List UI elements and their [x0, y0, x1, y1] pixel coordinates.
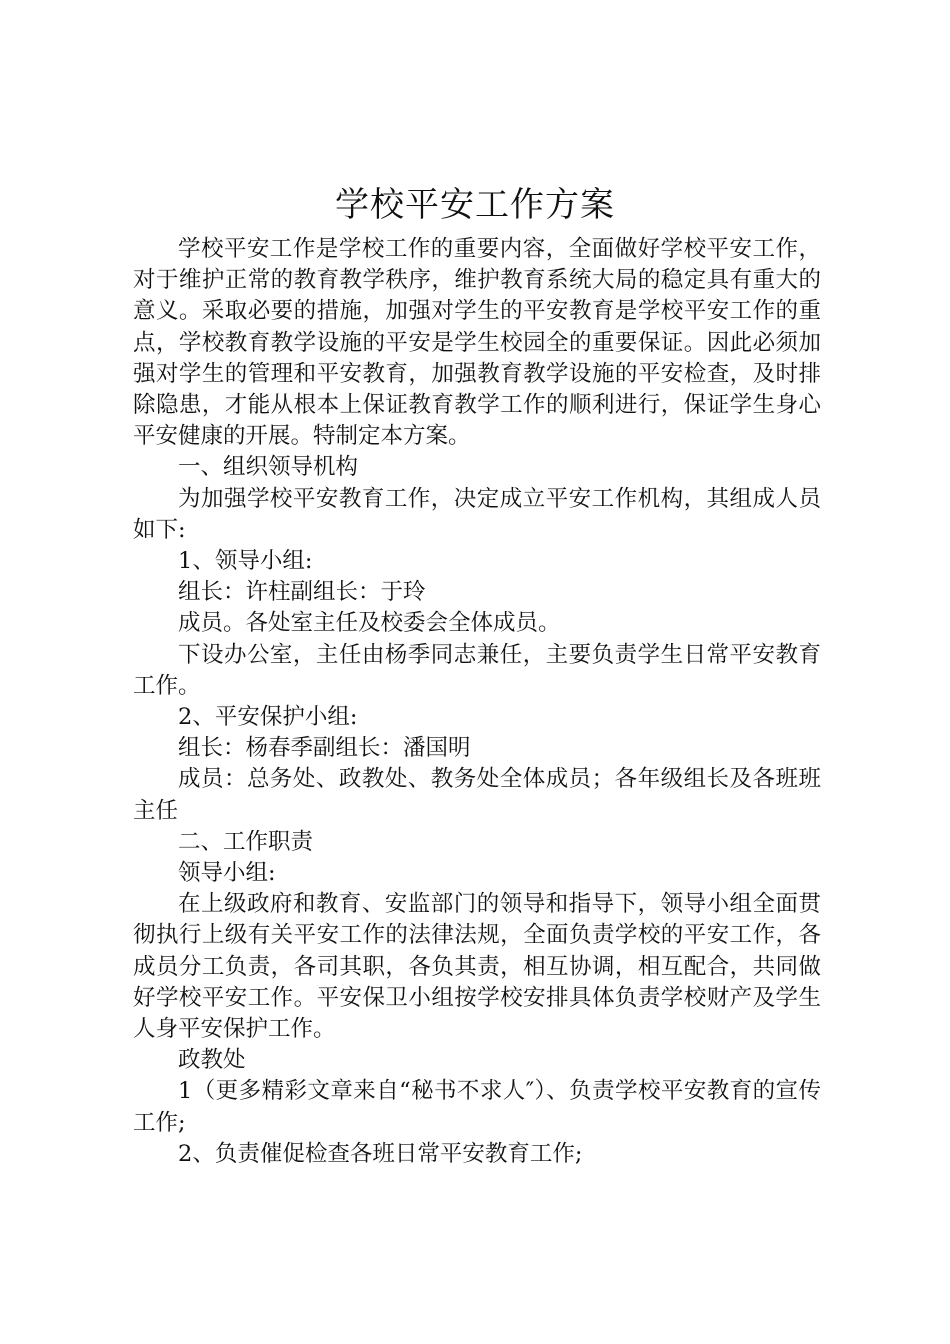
paragraph-leaders: 组长：许柱副组长：于玲 [178, 579, 426, 606]
document-title: 学校平安工作方案 [335, 185, 615, 225]
subheading-leadership-duties: 领导小组: [178, 860, 276, 887]
heading-organization: 一、组织领导机构 [178, 454, 359, 481]
paragraph-office: 下设办公室，主任由杨季同志兼任，主要负责学生日常平安教育工作。 [133, 641, 821, 699]
paragraph-members: 成员。各处室主任及校委会全体成员。 [178, 610, 561, 637]
subheading-political-office: 政教处 [178, 1047, 246, 1074]
paragraph-duty-1: 1（更多精彩文章来自“秘书不求人″）、负责学校平安教育的宣传工作; [133, 1078, 821, 1136]
paragraph-intro: 学校平安工作是学校工作的重要内容，全面做好学校平安工作，对于维护正常的教育教学秩序，维护教育系统大局的稳定具有重大的意义。采取必要的措施，加强对学生的平安教育是学校平安工作的重点，学校教育教学设施的平安是学生校园全的重要保证。因此必须加强对学生的管理和平安教育，加强教育教学设施的平安检查，及时排除隐患，才能从根本上保证教育教学工作的顺利进行，保证学生身心平安健康的开展。特制定本方案。 [133, 236, 821, 450]
subheading-leadership-group: 1、领导小组: [178, 548, 313, 575]
document-body [133, 234, 821, 1170]
paragraph-duty-2: 2、负责催促检查各班日常平安教育工作; [178, 1140, 583, 1167]
heading-duties: 二、工作职责 [178, 828, 314, 855]
paragraph-organization: 为加强学校平安教育工作，决定成立平安工作机构，其组成人员如下: [133, 485, 821, 543]
paragraph-safety-members: 成员：总务处、政教处、教务处全体成员；各年级组长及各班班主任 [133, 766, 821, 824]
paragraph-leadership-duties: 在上级政府和教育、安监部门的领导和指导下，领导小组全面贯彻执行上级有关平安工作的法律法规，全面负责学校的平安工作，各成员分工负责，各司其职，各负其责，相互协调，相互配合，共同做好学校平安工作。平安保卫小组按学校安排具体负责学校财产及学生人身平安保护工作。 [133, 891, 821, 1043]
paragraph-safety-leaders: 组长：杨春季副组长：潘国明 [178, 735, 471, 762]
subheading-safety-group: 2、平安保护小组: [178, 704, 358, 731]
